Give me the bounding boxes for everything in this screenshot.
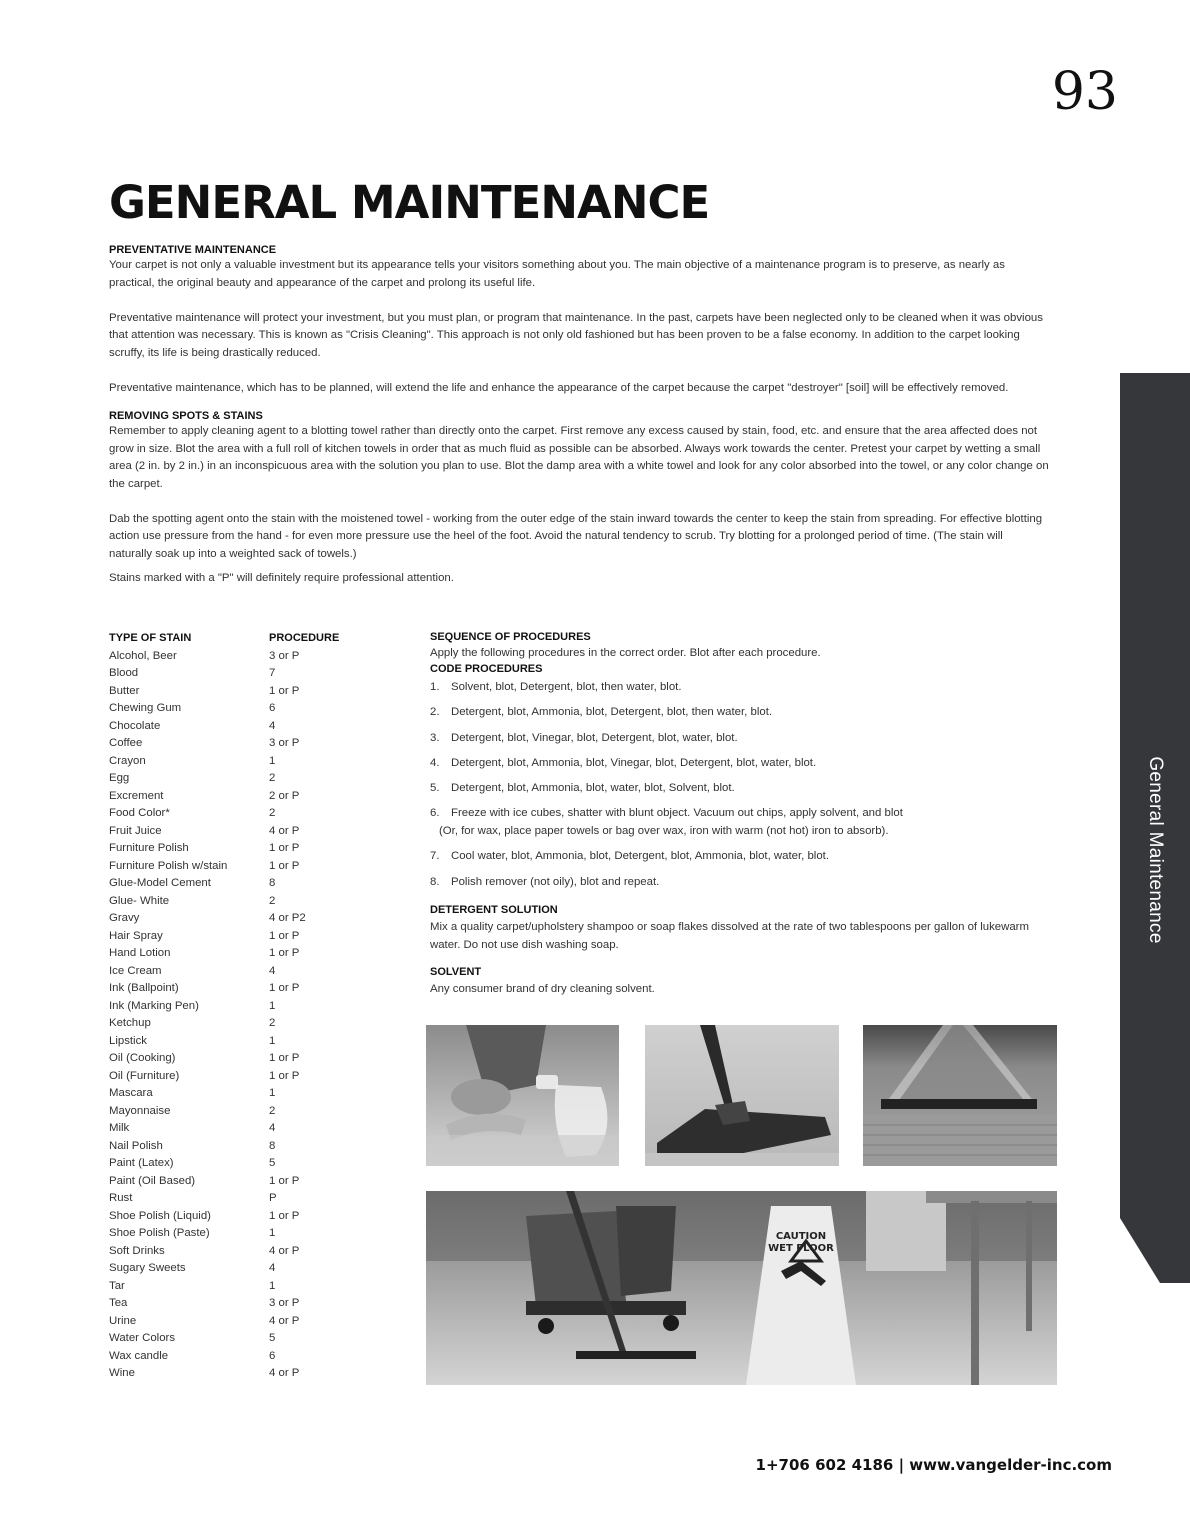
table-row (109, 963, 409, 981)
stain-procedure: 1 or P (269, 684, 300, 697)
table-row (109, 770, 409, 788)
stain-name: Furniture Polish w/stain (109, 859, 228, 872)
code-number: 7. (430, 850, 440, 863)
stain-name: Hand Lotion (109, 947, 171, 959)
photo-spray-cleaning (426, 1025, 619, 1166)
table-row (109, 998, 409, 1016)
stain-name: Chewing Gum (109, 702, 182, 714)
stain-procedure: 3 or P (269, 737, 300, 749)
stain-procedure: 1 (269, 754, 276, 767)
spots-paragraph-3: Stains marked with a "P" will definitely require professional attention. (109, 572, 454, 584)
code-number: 1. (430, 681, 440, 693)
code-number: 6. (430, 807, 440, 820)
table-row (109, 788, 409, 806)
stain-procedure: 1 or P (269, 929, 300, 942)
table-row (109, 823, 409, 841)
stain-name: Rust (109, 1192, 133, 1204)
preventative-heading: PREVENTATIVE MAINTENANCE (109, 244, 277, 256)
stain-procedure: 4 (269, 1262, 276, 1274)
preventative-paragraph-2: Preventative maintenance will protect your investment, but you must plan, or program that maintenance. In the past, carpets have been neglected only to be cleaned when it was obvious that attention was necessary. This is known as "Crisis Cleaning". This approach is not only old fashioned but has been proven to be a false economy. In addition to the carpet looking scruffy, its life is being drastically reduced. (109, 311, 1043, 359)
stain-procedure: 1 (269, 1034, 276, 1047)
code-text: Cool water, blot, Ammonia, blot, Detergent, blot, Ammonia, blot, water, blot. (451, 850, 829, 863)
sequence-heading: SEQUENCE OF PROCEDURES (430, 631, 591, 643)
sequence-intro: Apply the following procedures in the correct order. Blot after each procedure. (430, 647, 821, 659)
code-text: Detergent, blot, Vinegar, blot, Detergent, blot, water, blot. (451, 731, 738, 744)
stain-procedure: 3 or P (269, 1297, 300, 1309)
code-text: Detergent, blot, Ammonia, blot, Detergent, blot, then water, blot. (451, 706, 773, 719)
stain-procedure: 2 (269, 894, 276, 907)
detergent-text: Mix a quality carpet/upholstery shampoo or soap flakes dissolved at the rate of two tablespoons per gallon of lukewarm water. Do not use dish washing soap. (430, 921, 1029, 951)
stain-name: Tea (109, 1297, 128, 1309)
code-text: Solvent, blot, Detergent, blot, then water, blot. (451, 681, 682, 693)
stain-name: Glue-Model Cement (109, 877, 211, 889)
list-item (430, 805, 1060, 840)
table-row (109, 1138, 409, 1156)
sign-line-1: CAUTION (775, 1231, 827, 1242)
stain-procedure: 1 or P (269, 842, 300, 854)
stain-name: Coffee (109, 737, 143, 749)
stain-name: Mayonnaise (109, 1104, 171, 1117)
sign-line-2: WET FLOOR (768, 1243, 834, 1254)
table-row (109, 840, 409, 858)
stain-name: Chocolate (109, 719, 161, 732)
page-title: GENERAL MAINTENANCE (109, 176, 710, 229)
page-number: 93 (1051, 62, 1118, 122)
table-row (109, 1155, 409, 1173)
table-row (109, 1015, 409, 1033)
stain-name: Lipstick (109, 1034, 147, 1047)
stain-procedure: 4 or P (269, 1244, 300, 1257)
stain-name: Blood (109, 667, 139, 679)
solvent-text: Any consumer brand of dry cleaning solvent. (430, 983, 655, 996)
stain-name: Fruit Juice (109, 824, 162, 837)
table-row (109, 1120, 409, 1138)
stain-procedure: 2 (269, 807, 276, 819)
table-row (109, 893, 409, 911)
stain-name: Urine (109, 1314, 137, 1327)
code-procedures-list (430, 679, 1060, 891)
stain-procedure: 4 or P (269, 1367, 300, 1379)
list-item (430, 730, 1060, 748)
stain-procedure: 1 or P (269, 859, 300, 872)
table-row (109, 1278, 409, 1296)
stain-procedure: 4 (269, 1122, 276, 1134)
stain-table-body (109, 648, 409, 1383)
code-number: 3. (430, 731, 440, 744)
stain-name: Hair Spray (109, 929, 163, 942)
list-item (430, 755, 1060, 773)
stain-name: Paint (Latex) (109, 1157, 174, 1169)
table-row (109, 1243, 409, 1261)
stain-procedure: 1 (269, 1227, 276, 1239)
stain-name: Oil (Cooking) (109, 1052, 176, 1064)
stain-name: Paint (Oil Based) (109, 1174, 196, 1187)
spots-paragraph-2: Dab the spotting agent onto the stain with the moistened towel - working from the outer edge of the stain inward towards the center to keep the stain from spreading. For effective blotting action use pressure from the hand - for even more pressure use the heel of the foot. Avoid the natural tendency to scrub. Try blotting for a prolonged period of time. (The stain will naturally soak up into a weighted sack of towels.) (109, 512, 1043, 560)
stain-table-header (109, 630, 409, 648)
stain-procedure: 5 (269, 1332, 276, 1344)
table-row (109, 1313, 409, 1331)
stain-column-header: TYPE OF STAIN (109, 632, 192, 644)
table-row (109, 700, 409, 718)
table-row (109, 648, 409, 666)
code-text: Freeze with ice cubes, shatter with blunt object. Vacuum out chips, apply solvent, and blot (451, 807, 903, 820)
sequence-section (430, 630, 1060, 999)
code-text: Polish remover (not oily), blot and repeat. (451, 875, 660, 888)
table-row (109, 1103, 409, 1121)
stain-name: Sugary Sweets (109, 1262, 186, 1274)
table-row (109, 718, 409, 736)
stain-procedure: 1 or P (269, 947, 300, 959)
stain-procedure: 7 (269, 667, 276, 679)
table-row (109, 665, 409, 683)
table-row (109, 1173, 409, 1191)
table-row (109, 910, 409, 928)
table-row (109, 753, 409, 771)
list-item (430, 679, 1060, 697)
list-item (430, 874, 1060, 892)
table-row (109, 945, 409, 963)
table-row (109, 1348, 409, 1366)
stain-name: Soft Drinks (109, 1244, 165, 1257)
table-row (109, 1033, 409, 1051)
table-row (109, 1295, 409, 1313)
procedure-column-header: PROCEDURE (269, 632, 340, 644)
table-row (109, 1068, 409, 1086)
list-item (430, 848, 1060, 866)
stain-name: Mascara (109, 1087, 153, 1099)
code-number: 5. (430, 782, 440, 795)
stain-procedure: 4 (269, 964, 276, 977)
stain-procedure: 8 (269, 1139, 276, 1152)
stain-procedure: 1 or P (269, 1174, 300, 1187)
table-row (109, 1330, 409, 1348)
table-row (109, 858, 409, 876)
spots-paragraph-1: Remember to apply cleaning agent to a blotting towel rather than directly onto the carpet. First remove any excess caused by stain, food, etc. and ensure that the area affected does not grow in size. Blot the area with a full roll of kitchen towels in order that as much fluid as possible can be absorbed. Always work towards the center. Pretest your carpet by wetting a small area (2 in. by 2 in.) in an inconspicuous area with the solution you plan to use. Blot the damp area with a white towel and look for any color absorbed into the towel, or any color change on the carpet. (109, 425, 1049, 490)
table-row (109, 735, 409, 753)
stain-procedure: 1 or P (269, 1209, 300, 1222)
code-text: Detergent, blot, Ammonia, blot, Vinegar, blot, Detergent, blot, water, blot. (451, 756, 817, 769)
table-row (109, 980, 409, 998)
stain-procedure: 2 (269, 1104, 276, 1117)
code-text: Detergent, blot, Ammonia, blot, water, blot, Solvent, blot. (451, 782, 735, 795)
photo-vacuum (645, 1025, 839, 1166)
stain-name: Ice Cream (109, 964, 162, 977)
stain-procedure: 1 or P (269, 1069, 300, 1082)
stain-name: Shoe Polish (Liquid) (109, 1209, 211, 1222)
stain-procedure: P (269, 1192, 277, 1204)
stain-procedure: 2 (269, 1017, 276, 1029)
stain-procedure: 4 (269, 719, 276, 732)
code-subtext: (Or, for wax, place paper towels or bag over wax, iron with warm (not hot) iron to absorb). (439, 824, 889, 837)
code-number: 2. (430, 706, 440, 719)
stain-name: Tar (109, 1279, 125, 1292)
stain-name: Ink (Ballpoint) (109, 982, 179, 994)
stain-procedure: 2 (269, 772, 276, 784)
stain-procedure: 1 (269, 1279, 276, 1292)
stain-procedure: 6 (269, 702, 276, 714)
stain-name: Shoe Polish (Paste) (109, 1227, 210, 1239)
stain-procedure: 4 or P2 (269, 912, 306, 924)
solvent-heading: SOLVENT (430, 966, 482, 979)
code-number: 8. (430, 875, 440, 888)
stain-procedure: 8 (269, 877, 276, 889)
stain-name: Alcohol, Beer (109, 649, 177, 662)
stain-name: Butter (109, 684, 140, 697)
table-row (109, 1208, 409, 1226)
stain-name: Nail Polish (109, 1139, 163, 1152)
stain-procedure: 4 or P (269, 824, 300, 837)
spots-heading: REMOVING SPOTS & STAINS (109, 410, 263, 422)
table-row (109, 805, 409, 823)
detergent-heading: DETERGENT SOLUTION (430, 904, 558, 917)
stain-name: Oil (Furniture) (109, 1069, 180, 1082)
stain-name: Ketchup (109, 1017, 151, 1029)
stain-name: Milk (109, 1122, 130, 1134)
stain-name: Egg (109, 772, 130, 784)
table-row (109, 1225, 409, 1243)
preventative-paragraph-1: Your carpet is not only a valuable investment but its appearance tells your visitors something about you. The main objective of a maintenance program is to preserve, as nearly as practical, the original beauty and appearance of the carpet and prolong its useful life. (109, 259, 1005, 289)
stain-table (109, 630, 409, 1383)
list-item (430, 780, 1060, 798)
photo-mop-cart-wet-floor (426, 1191, 1057, 1385)
stain-name: Wine (109, 1367, 135, 1379)
stain-procedure: 5 (269, 1157, 276, 1169)
stain-procedure: 1 or P (269, 982, 300, 994)
stain-name: Glue- White (109, 894, 170, 907)
stain-procedure: 1 or P (269, 1052, 300, 1064)
stain-name: Ink (Marking Pen) (109, 999, 199, 1012)
code-procedures-heading: CODE PROCEDURES (430, 663, 543, 675)
stain-procedure: 1 (269, 999, 276, 1012)
list-item (430, 704, 1060, 722)
stain-procedure: 6 (269, 1349, 276, 1362)
stain-procedure: 2 or P (269, 789, 300, 802)
table-row (109, 1050, 409, 1068)
table-row (109, 928, 409, 946)
stain-procedure: 3 or P (269, 649, 300, 662)
stain-procedure: 1 (269, 1087, 276, 1099)
stain-name: Excrement (109, 789, 164, 802)
stain-procedure: 4 or P (269, 1314, 300, 1327)
table-row (109, 1190, 409, 1208)
stain-name: Food Color* (109, 807, 170, 819)
stain-name: Furniture Polish (109, 842, 189, 854)
table-row (109, 683, 409, 701)
preventative-paragraph-3: Preventative maintenance, which has to be planned, will extend the life and enhance the appearance of the carpet because the carpet "destroyer" [soil] will be effectively removed. (109, 381, 1009, 394)
photo-extraction (863, 1025, 1057, 1166)
table-row (109, 1365, 409, 1383)
stain-name: Crayon (109, 754, 146, 767)
footer-contact: 1+706 602 4186 | www.vangelder-inc.com (755, 1456, 1112, 1474)
stain-name: Wax candle (109, 1349, 169, 1362)
table-row (109, 1085, 409, 1103)
table-row (109, 875, 409, 893)
side-tab-label: General Maintenance (1145, 756, 1166, 944)
stain-name: Water Colors (109, 1332, 176, 1344)
code-number: 4. (430, 756, 440, 769)
intro-section (109, 243, 1049, 588)
table-row (109, 1260, 409, 1278)
stain-name: Gravy (109, 912, 140, 924)
